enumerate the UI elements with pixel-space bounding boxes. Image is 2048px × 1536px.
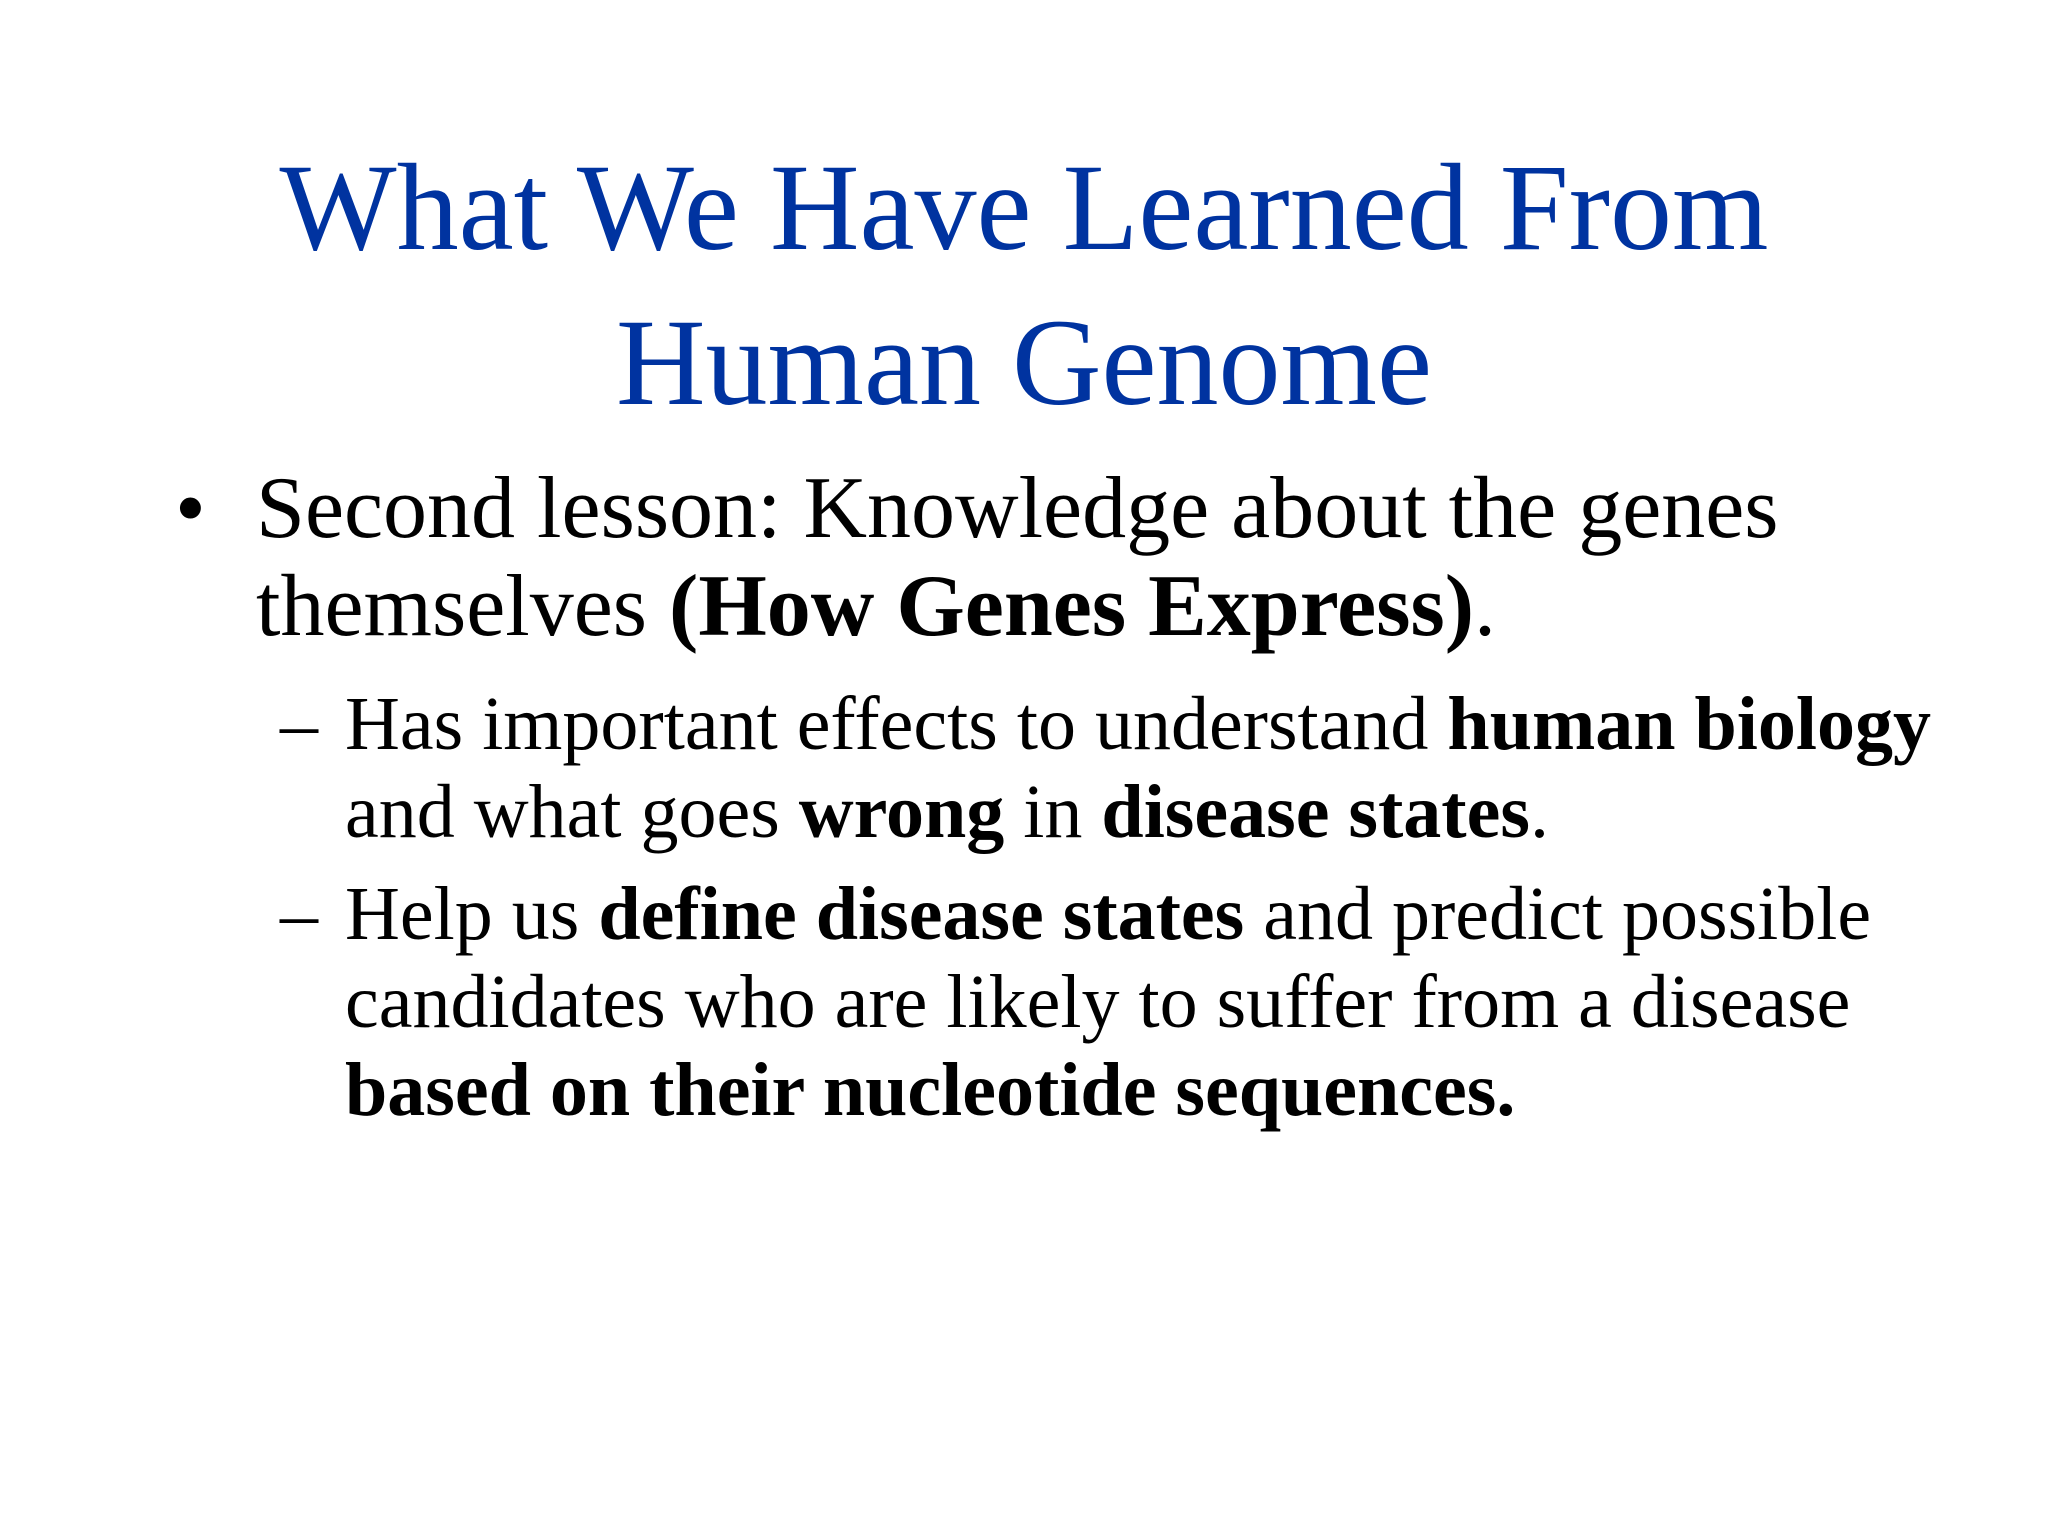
- dash-marker-icon: –: [280, 872, 318, 956]
- sub-bullet-text: [345, 870, 1965, 1134]
- bullet-text-part-1: Second lesson: Knowledge about the genes themselves: [256, 460, 1779, 655]
- sub-bullet-bold-part: wrong: [798, 770, 1005, 854]
- sub-bullet-text-part: and what goes: [345, 770, 799, 854]
- sub-bullet-bold-part: human biology: [1447, 682, 1932, 766]
- dash-marker-icon: –: [280, 682, 318, 766]
- slide-title-line-1: What We Have Learned From: [279, 139, 1769, 276]
- sub-bullet-text-part: Help us: [345, 872, 599, 956]
- sub-bullet-bold-part: define disease states: [598, 872, 1245, 956]
- bullet-bold-how-genes-express: (How Genes Express): [669, 558, 1475, 655]
- sub-bullet-text-part: and predict possible candidates who are likely to suffer from a disease: [345, 872, 1872, 1044]
- bullet-text: [256, 460, 1936, 656]
- slide-title: [0, 130, 2048, 440]
- slide-title-line-2: Human Genome: [615, 294, 1433, 431]
- sub-bullet-bold-part: disease states: [1101, 770, 1530, 854]
- bullet-text-part-2: .: [1474, 558, 1497, 655]
- sub-bullet-text: [345, 680, 1965, 856]
- sub-bullet-text-part: .: [1529, 770, 1549, 854]
- sub-bullet-bold-part: based on their nucleotide sequences.: [345, 1048, 1516, 1132]
- bullet-marker-icon: •: [175, 460, 206, 557]
- sub-bullet-text-part: Has important effects to understand: [345, 682, 1448, 766]
- sub-bullet-text-part: in: [1004, 770, 1102, 854]
